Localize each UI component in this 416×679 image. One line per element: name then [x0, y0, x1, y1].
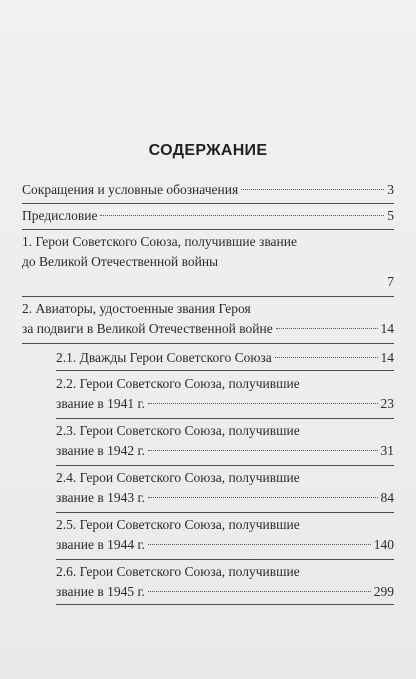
toc-entry-text: Предисловие [22, 208, 98, 223]
toc-page-number: 84 [380, 490, 394, 505]
toc-entry [56, 348, 394, 368]
separator-line [56, 370, 394, 371]
toc-entry [22, 232, 394, 292]
toc-entry-text: звание в 1942 г. [56, 443, 145, 458]
separator-line [56, 512, 394, 513]
toc-entry-text: до Великой Отечественной войны [22, 254, 219, 269]
dot-leader [276, 328, 378, 329]
toc-entry [56, 421, 394, 461]
toc-entry [56, 562, 394, 602]
separator-line [22, 343, 394, 344]
toc-entry-text: 2.6. Герои Советского Союза, получившие [56, 564, 300, 579]
separator-line [22, 203, 394, 204]
dot-leader [148, 450, 378, 451]
toc-entry-text: звание в 1941 г. [56, 396, 145, 411]
separator-line [56, 418, 394, 419]
page-title: СОДЕРЖАНИЕ [148, 142, 268, 159]
toc-page-number: 14 [380, 321, 394, 336]
separator-line [56, 559, 394, 560]
toc-entry-text: 2. Авиаторы, удостоенные звания Героя [22, 301, 251, 316]
dot-leader [148, 403, 378, 404]
toc-entry [22, 180, 394, 200]
toc-entry-text: Сокращения и условные обозначения [22, 182, 239, 197]
separator-line [22, 296, 394, 297]
toc-entry [56, 374, 394, 414]
toc-entry [22, 299, 394, 339]
dot-leader [241, 189, 384, 190]
toc-entry-text: 2.1. Дважды Герои Советского Союза [56, 350, 272, 365]
toc-entry-text: 2.4. Герои Советского Союза, получившие [56, 470, 300, 485]
dot-leader [148, 544, 371, 545]
dot-leader [275, 357, 378, 358]
toc-page-number: 140 [373, 537, 394, 552]
separator-line [22, 229, 394, 230]
toc-page-number: 3 [387, 182, 394, 197]
separator-line [56, 465, 394, 466]
toc-entry-text: звание в 1945 г. [56, 584, 145, 599]
toc-entry [22, 206, 394, 226]
toc-entry [56, 468, 394, 508]
dot-leader [100, 215, 384, 216]
toc-entry-text: 2.2. Герои Советского Союза, получившие [56, 376, 300, 391]
toc-entry-text: звание в 1944 г. [56, 537, 145, 552]
toc-entry-text: звание в 1943 г. [56, 490, 145, 505]
toc-page-number: 23 [380, 396, 394, 411]
toc-page-number: 7 [387, 274, 394, 289]
toc-entry-text: 2.3. Герои Советского Союза, получившие [56, 423, 300, 438]
toc-entry-text: 2.5. Герои Советского Союза, получившие [56, 517, 300, 532]
toc-entry [56, 515, 394, 555]
dot-leader [148, 497, 378, 498]
separator-line [56, 604, 394, 605]
toc-page-number: 5 [387, 208, 394, 223]
toc-page-number: 31 [380, 443, 394, 458]
toc-entry-text: 1. Герои Советского Союза, получившие звание [22, 234, 297, 249]
toc-page-number: 14 [380, 350, 394, 365]
dot-leader [148, 591, 371, 592]
toc-page-number: 299 [373, 584, 394, 599]
toc-entry-text: за подвиги в Великой Отечественной войне [22, 321, 273, 336]
